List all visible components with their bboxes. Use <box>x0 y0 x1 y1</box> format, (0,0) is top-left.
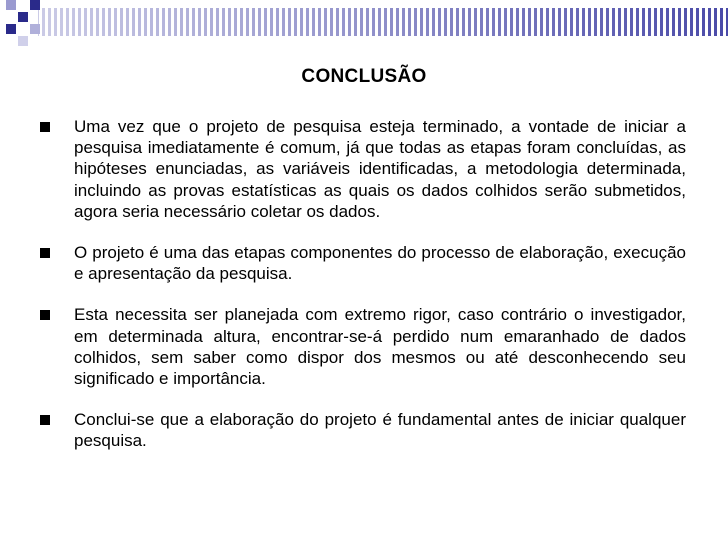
bullet-text: Esta necessita ser planejada com extremo rigor, caso contrário o investigador, em determinada altura, encontrar-se-á perdido num emaranhado de dados colhidos, sem saber como dispor dos mesmos ou até desconhecendo seu significado e importância. <box>74 305 686 389</box>
square-bullet-icon <box>40 248 50 258</box>
slide-title: CONCLUSÃO <box>301 66 427 87</box>
bullet-text: Conclui-se que a elaboração do projeto é fundamental antes de iniciar qualquer pesquisa. <box>74 410 686 451</box>
list-item <box>36 304 686 389</box>
square-bullet-icon <box>40 415 50 425</box>
bullet-text: O projeto é uma das etapas componentes do processo de elaboração, execução e apresentação da pesquisa. <box>74 243 686 284</box>
bullet-list <box>36 116 686 472</box>
square-bullet-icon <box>40 310 50 320</box>
bullet-text: Uma vez que o projeto de pesquisa esteja terminado, a vontade de iniciar a pesquisa imediatamente é comum, já que todas as etapas foram concluídas, as hipóteses enunciadas, as variáveis identificadas, a metodologia determinada, incluindo as provas estatísticas as quais os dados colhidos serão submetidos, agora seria necessário coletar os dados. <box>74 117 686 221</box>
header-stripes <box>38 8 728 36</box>
header-decoration <box>0 0 728 60</box>
list-item <box>36 116 686 222</box>
square-bullet-icon <box>40 122 50 132</box>
list-item <box>36 242 686 284</box>
list-item <box>36 409 686 451</box>
